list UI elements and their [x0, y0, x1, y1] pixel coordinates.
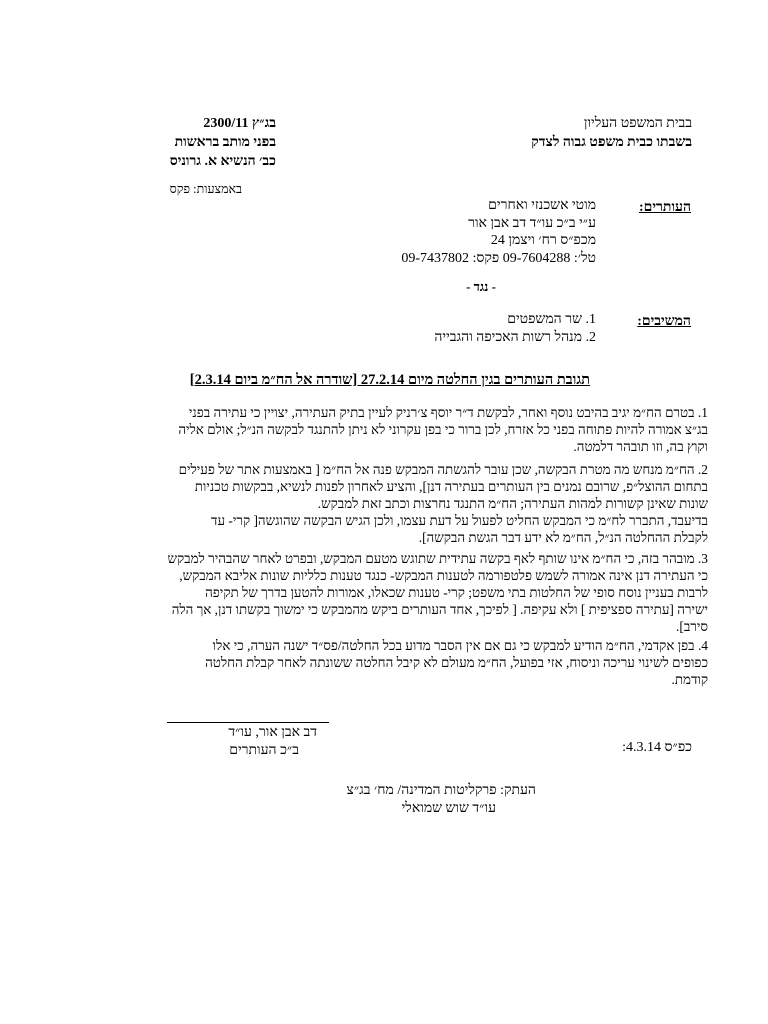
signature-line	[167, 722, 329, 723]
court-sitting: בשבתו כבית משפט גבוה לצדק	[531, 135, 692, 150]
paragraph-line: כי העתירה דנן אינה אמורה לשמש פלטפורמה לטענות המבקש- כנגד טענות כלליות שונות אליבא המבקש,	[179, 568, 708, 583]
respondent-2: 2. מנהל רשות האכיפה והגבייה	[434, 330, 596, 345]
delivery-method: באמצעות: פקס	[169, 182, 242, 196]
signature-role: ב״כ העותרים	[229, 743, 299, 758]
paragraph-line: סירב].	[676, 619, 708, 634]
case-judge: כב׳ הנשיא א. גרוניס	[169, 154, 276, 169]
paragraph-line: לרבות בעניין נוסח סופי של החלטות בתי משפט; קרי- טענות שכאלו, אמורות להטען בדרך של תקיפה	[205, 585, 708, 600]
paragraph-line: לקבלת ההחלטה הנ״ל, הח״מ לא ידע דבר הגשת הבקשה].	[418, 530, 708, 545]
copy-attorney: עו״ד שוש שמואלי	[401, 801, 496, 816]
paragraph-3	[57, 550, 708, 635]
paragraph-line: 4. בפן אקדמי, הח״מ הודיע למבקש כי גם אם אין הסבר מדוע בכל החלטה/פס״ד ישנה הערה, כי אלו	[212, 638, 708, 653]
case-panel: בפני מותב בראשות	[174, 135, 276, 150]
respondent-1: 1. שר המשפטים	[507, 312, 596, 327]
respondents-block	[336, 311, 596, 347]
paragraph-line: 2. הח״מ מנחש מה מטרת הבקשה, שכן עובר להגשתה המבקש פנה אל הח״מ [ באמצעות אתר של פעילים	[178, 462, 708, 477]
paragraph-line: בג״צ אמורה להיות פתוחה בפני כל אזרח, לכן ברור כי בפן עקרוני לא ניתן להתנגד לבקשה הנ״ל; אולם אליה	[178, 422, 708, 437]
court-name: בבית המשפט העליון	[583, 116, 692, 131]
paragraph-line: 3. מובהר בזה, כי הח״מ אינו שותף לאף בקשה עתידית שתוגש מטעם המבקש, ובפרט לאחר שהבהיר למבקש	[167, 551, 708, 566]
petitioners-block	[336, 197, 596, 267]
paragraph-line: כפופים לשינוי עריכה וניסוח, אזי בפועל, הח״מ מעולם לא קיבל החלטה ששונתה לאחר קבלת החלטה	[205, 655, 708, 670]
paragraph-line: וקוץ בה, וזו תובהר דלמטה.	[573, 439, 708, 454]
case-number: בג״ץ 2300/11	[203, 116, 276, 131]
paragraph-2	[57, 461, 708, 546]
respondents-label: המשיבים:	[637, 314, 691, 329]
signature-name: דב אבן אור, עו״ד	[228, 725, 317, 740]
petitioners-name: מוטי אשכנזי ואחרים	[488, 198, 596, 213]
court-header	[432, 114, 692, 152]
versus: - נגד -	[466, 279, 496, 294]
case-header	[126, 114, 276, 171]
document-title: תגובת העותרים בגין החלטה מיום 27.2.14 [שודרה אל הח״מ ביום 2.3.14]	[189, 372, 590, 388]
petitioners-counsel: ע״י ב״כ עו״ד דב אבן אור	[468, 215, 596, 231]
paragraph-line: בתחום ההוצל״פ, שרובם נמנים בין העותרים בעתירה דנן], והציע לאחרון לפנות לנשיא, בבקשות טכניות	[194, 479, 708, 494]
paragraph-line: בדיעבד, התברר לח״מ כי המבקש החליט לפעול על דעת עצמו, ולכן הגיש הבקשה שהוגשה[ קרי- עד	[211, 513, 708, 528]
paragraph-line: 1. בטרם הח״מ יגיב בהיבט נוסף ואחר, לבקשת ד״ר יוסף צ׳רניק לעיין בתיק העתירה, יצויין כי עתירה בפני	[188, 405, 708, 420]
copy-recipient: העתק: פרקליטות המדינה/ מח׳ בג״צ	[346, 783, 536, 798]
petitioners-label: העותרים:	[638, 200, 691, 215]
paragraph-line: שונות שאינן קשורות למהות העתירה; הח״מ התנגד נחרצות וכתב זאת למבקש.	[317, 496, 708, 511]
petitioners-phone: טל׳: 09-7604288 פקס: 09-7437802	[401, 250, 596, 266]
signature-block	[167, 724, 317, 760]
date-place: כפ״ס 4.3.14:	[622, 740, 692, 755]
paragraph-line: ישירה [עתירה ספציפית ] ולא עקיפה. [ לפיכך, אחד העותרים ביקש מהמבקש כי ימשוך בקשתו דנן, אך הלה	[171, 602, 708, 617]
copy-block	[316, 782, 536, 818]
paragraph-1	[57, 404, 708, 455]
petitioners-address: מכפ״ס רח׳ ויצמן 24	[490, 233, 596, 248]
paragraph-4	[57, 637, 708, 688]
paragraph-line: קודמת.	[671, 672, 708, 687]
